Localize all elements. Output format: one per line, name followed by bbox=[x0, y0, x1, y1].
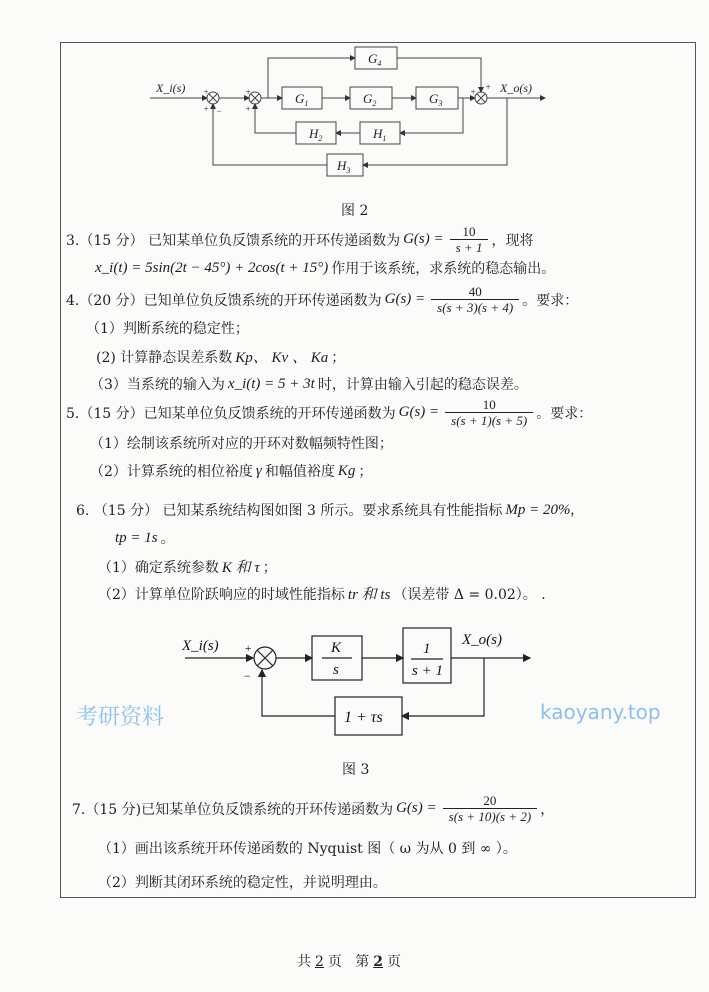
question-4-part2: (2) 计算静态误差系数 Kp、 Kv 、 Ka ； bbox=[96, 349, 346, 366]
question-3-line2: x_i(t) = 5sin(2t − 45°) + 2cos(t + 15°) 作用于该系统，求系统的稳态输出。 bbox=[95, 259, 556, 277]
fraction: $\frac{10}{s + 1}$ bbox=[450, 224, 489, 255]
question-4-part1: （1）判断系统的稳定性； bbox=[86, 321, 249, 337]
block2-den: s + 1 bbox=[412, 663, 443, 679]
figure-3-caption: 图 3 bbox=[342, 762, 370, 778]
fraction: $\frac{10}{s(s + 1)(s + 5)}$ bbox=[445, 397, 533, 428]
feedback-block: 1 + τs bbox=[344, 709, 383, 726]
block2-num: 1 bbox=[423, 641, 431, 657]
svg-text:−: − bbox=[216, 106, 223, 116]
svg-text:G4: $G_4$ bbox=[368, 51, 382, 68]
figure-3-block-diagram bbox=[0, 610, 709, 750]
block1-den: s bbox=[333, 662, 339, 678]
fraction: $\frac{40}{s(s + 3)(s + 4)}$ bbox=[431, 284, 519, 315]
svg-text:G1: $G_1$ bbox=[295, 91, 309, 108]
svg-text:G3: $G_3$ bbox=[429, 91, 443, 108]
fig3-output-label: X_o(s) bbox=[462, 632, 502, 648]
svg-text:G2: $G_2$ bbox=[363, 91, 377, 108]
fig2-input-label: X_i(s) bbox=[156, 81, 186, 95]
question-5-part1: （1）绘制该系统所对应的开环对数幅频特性图； bbox=[90, 436, 393, 452]
svg-text:+: + bbox=[245, 87, 252, 97]
question-7: 7.（15 分)已知某单位负反馈系统的开环传递函数为 G(s) = $\frac{20}{s(s + 10)(s + 2)}$ ， bbox=[72, 793, 555, 824]
question-6-part2: （2）计算单位阶跃响应的时域性能指标 tr 和 ts （误差带 Δ = 0.02）。 . bbox=[98, 586, 546, 603]
question-4-part3: （3）当系统的输入为 x_i(t) = 5 + 3t 时，计算由输入引起的稳态误差。 bbox=[90, 375, 528, 393]
question-3: 3.（15 分） 已知某单位负反馈系统的开环传递函数为 G(s) = $\frac{10}{s + 1}$ ，现将 bbox=[66, 224, 534, 255]
svg-text:+: + bbox=[470, 87, 477, 97]
svg-text:H3: $H_3$ bbox=[337, 158, 351, 175]
fraction: $\frac{20}{s(s + 10)(s + 2)}$ bbox=[443, 793, 538, 824]
page-footer: 共 2 页 第 2 页 bbox=[297, 954, 402, 970]
svg-text:+: + bbox=[244, 641, 253, 655]
svg-text:+: + bbox=[485, 82, 492, 92]
svg-text:+: + bbox=[203, 104, 210, 114]
question-5-part2: （2）计算系统的相位裕度 γ 和幅值裕度 Kg ； bbox=[90, 462, 373, 480]
watermark-url: kaoyany.top bbox=[540, 700, 661, 724]
svg-text:−: − bbox=[243, 669, 252, 683]
question-7-part2: （2）判断其闭环系统的稳定性，并说明理由。 bbox=[98, 875, 387, 891]
svg-text:H2: $H_2$ bbox=[309, 126, 323, 143]
watermark-cn: 考研资料 bbox=[76, 705, 165, 730]
question-6: 6. （15 分） 已知某系统结构图如图 3 所示。要求系统具有性能指标 Mp = 20%, bbox=[76, 501, 575, 519]
fig3-input-label: X_i(s) bbox=[182, 638, 219, 654]
block1-num: K bbox=[331, 640, 342, 656]
figure-2-caption: 图 2 bbox=[341, 203, 369, 219]
question-4: 4.（20 分）已知单位负反馈系统的开环传递函数为 G(s) = $\frac{40}{s(s + 3)(s + 4)}$ 。要求： bbox=[66, 284, 579, 315]
question-6-line2: tp = 1s 。 bbox=[115, 529, 175, 547]
svg-text:H1: $H_1$ bbox=[373, 126, 387, 143]
svg-text:+: + bbox=[203, 87, 210, 97]
svg-text:+: + bbox=[245, 104, 252, 114]
question-6-part1: （1）确定系统参数 K 和 τ ； bbox=[98, 559, 277, 576]
figure-2-block-diagram bbox=[0, 0, 709, 200]
fig2-output-label: X_o(s) bbox=[500, 81, 532, 95]
question-7-part1: （1）画出该系统开环传递函数的 Nyquist 图（ ω 为从 0 到 ∞ ）。 bbox=[98, 841, 517, 857]
question-5: 5.（15 分）已知某单位负反馈系统的开环传递函数为 G(s) = $\frac{10}{s(s + 1)(s + 5)}$ 。要求： bbox=[66, 397, 593, 428]
